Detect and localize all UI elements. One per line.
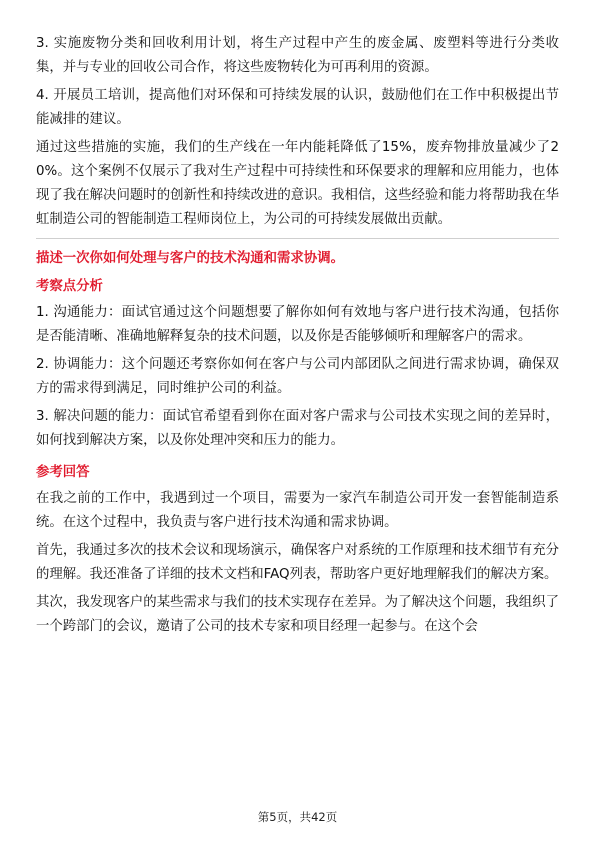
paragraph-measure-4: 4. 开展员工培训，提高他们对环保和可持续发展的认识，鼓励他们在工作中积极提出节能减排的建议。 <box>36 88 559 127</box>
analysis-item-communication: 1. 沟通能力：面试官通过这个问题想要了解你如何有效地与客户进行技术沟通，包括你是否能清晰、准确地解释复杂的技术问题，以及你是否能够倾听和理解客户的需求。 <box>36 305 559 344</box>
reference-paragraph-first: 首先，我通过多次的技术会议和现场演示，确保客户对系统的工作原理和技术细节有充分的理解。我还准备了详细的技术文档和FAQ列表，帮助客户更好地理解我们的解决方案。 <box>36 543 559 582</box>
analysis-heading: 考察点分析 <box>36 279 103 294</box>
paragraph-results: 通过这些措施的实施，我们的生产线在一年内能耗降低了15%，废弃物排放量减少了20%。这个案例不仅展示了我对生产过程中可持续性和环保要求的理解和应用能力，也体现了我在解决问题时的创新性和持续改进的意识。我相信，这些经验和能力将帮助我在华虹制造公司的智能制造工程师岗位上，为公司的可持续发展做出贡献。 <box>36 140 559 227</box>
paragraph-measure-3: 3. 实施废物分类和回收利用计划，将生产过程中产生的废金属、废塑料等进行分类收集，并与专业的回收公司合作，将这些废物转化为可再利用的资源。 <box>36 36 559 75</box>
page-content <box>36 32 559 643</box>
analysis-item-coordination: 2. 协调能力：这个问题还考察你如何在客户与公司内部团队之间进行需求协调，确保双方的需求得到满足，同时维护公司的利益。 <box>36 357 559 396</box>
page-number: 第5页，共42页 <box>257 810 338 824</box>
reference-paragraph-second: 其次，我发现客户的某些需求与我们的技术实现存在差异。为了解决这个问题，我组织了一个跨部门的会议，邀请了公司的技术专家和项目经理一起参与。在这个会 <box>36 595 559 634</box>
question-title: 描述一次你如何处理与客户的技术沟通和需求协调。 <box>36 251 344 266</box>
reference-heading: 参考回答 <box>36 465 90 480</box>
analysis-item-problem-solving: 3. 解决问题的能力：面试官希望看到你在面对客户需求与公司技术实现之间的差异时，如何找到解决方案，以及你处理冲突和压力的能力。 <box>36 409 559 448</box>
reference-paragraph-intro: 在我之前的工作中，我遇到过一个项目，需要为一家汽车制造公司开发一套智能制造系统。在这个过程中，我负责与客户进行技术沟通和需求协调。 <box>36 491 559 530</box>
section-divider <box>36 238 559 239</box>
